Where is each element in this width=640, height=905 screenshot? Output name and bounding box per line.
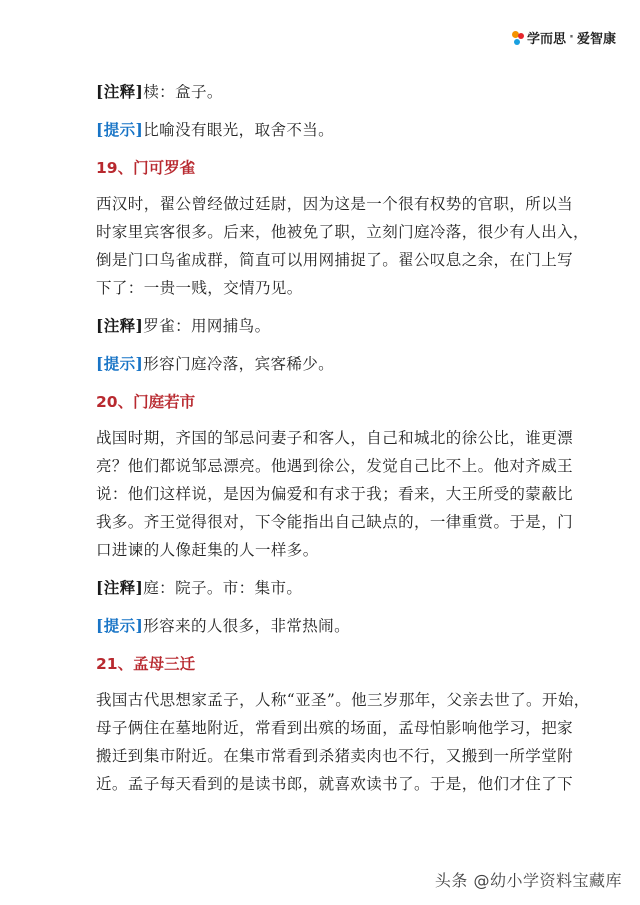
note-line — [96, 78, 556, 106]
story-paragraph — [96, 190, 589, 302]
note-text: 罗雀：用网捕鸟。 — [143, 317, 271, 335]
story-line: 倒是门口鸟雀成群，简直可以用网捕捉了。翟公叹息之余，在门上写 — [96, 251, 574, 269]
story-paragraph — [96, 686, 590, 798]
brand-sub: 爱智康 — [576, 32, 616, 47]
story-line: 西汉时，翟公曾经做过廷尉，因为这是一个很有权势的官职，所以当 — [96, 195, 574, 213]
story-paragraph — [96, 424, 574, 564]
hint-tag: [提示] — [96, 120, 144, 139]
brand-name: 学而思 — [527, 32, 567, 47]
idiom-heading: 19、门可罗雀 — [96, 159, 196, 177]
story-line: 下了：一贵一贱，交情乃见。 — [96, 279, 303, 297]
note-line — [96, 312, 556, 340]
hint-text: 形容门庭冷落，宾客稀少。 — [143, 355, 335, 373]
idiom-heading: 21、孟母三迁 — [96, 655, 196, 673]
story-line: 时家里宾客很多。后来，他被免了职，立刻门庭冷落，很少有人出入， — [96, 223, 589, 241]
story-line: 说：他们这样说，是因为偏爱和有求于我；看来，大王所受的蒙蔽比 — [96, 485, 574, 503]
brand-logo — [512, 28, 616, 47]
hint-tag: [提示] — [96, 354, 144, 373]
note-tag: [注释] — [96, 82, 144, 101]
note-tag: [注释] — [96, 316, 144, 335]
hint-text: 比喻没有眼光，取舍不当。 — [143, 121, 335, 139]
hint-tag: [提示] — [96, 616, 144, 635]
brand-separator: · — [569, 30, 574, 45]
hint-line — [96, 350, 556, 378]
hint-line — [96, 612, 556, 640]
story-line: 亮？他们都说邹忌漂亮。他遇到徐公，发觉自己比不上。他对齐威王 — [96, 457, 574, 475]
story-line: 母子俩住在墓地附近，常看到出殡的场面，孟母怕影响他学习，把家 — [96, 719, 574, 737]
hint-line — [96, 116, 556, 144]
story-line: 近。孟子每天看到的是读书郎，就喜欢读书了。于是，他们才住了下 — [96, 775, 574, 793]
watermark: 头条 @幼小学资料宝藏库 — [434, 871, 622, 890]
story-line: 搬迁到集市附近。在集市常看到杀猪卖肉也不行，又搬到一所学堂附 — [96, 747, 574, 765]
note-text: 庭：院子。市：集市。 — [143, 579, 303, 597]
story-line: 我国古代思想家孟子，人称“亚圣”。他三岁那年，父亲去世了。开始， — [96, 691, 590, 709]
note-text: 椟：盒子。 — [143, 83, 223, 101]
hint-text: 形容来的人很多，非常热闹。 — [143, 617, 350, 635]
story-line: 战国时期，齐国的邹忌问妻子和客人，自己和城北的徐公比，谁更漂 — [96, 429, 574, 447]
brand-logo-icon — [512, 31, 524, 45]
document-body — [96, 78, 590, 808]
note-tag: [注释] — [96, 578, 144, 597]
note-line — [96, 574, 556, 602]
story-line: 口进谏的人像赶集的人一样多。 — [96, 541, 319, 559]
story-line: 我多。齐王觉得很对，下令能指出自己缺点的，一律重赏。于是，门 — [96, 513, 574, 531]
idiom-heading: 20、门庭若市 — [96, 393, 196, 411]
